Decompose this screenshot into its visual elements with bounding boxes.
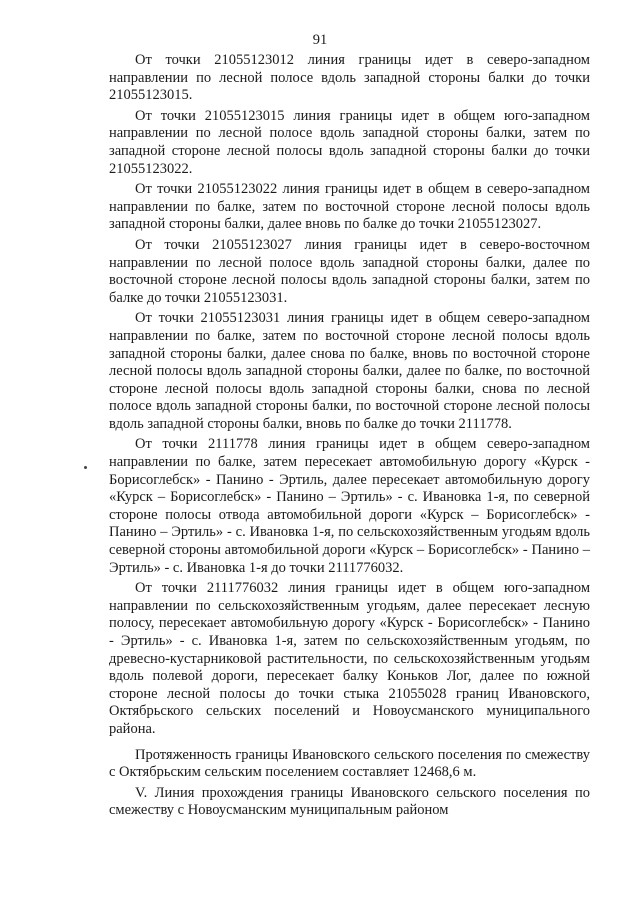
paragraph-1: От точки 21055123012 линия границы идет в северо-западном направлении по лесной полосе вдоль западной стороны балки до точки 21055123015. <box>109 52 590 104</box>
document-body <box>109 52 590 823</box>
page-number: 91 <box>312 32 328 48</box>
paragraph-total-length: Протяженность границы Ивановского сельского поселения по смежеству с Октябрьским сельским поселением составляет 12468,6 м. <box>109 746 590 781</box>
paragraph-3: От точки 21055123022 линия границы идет в общем в северо-западном направлении по балке, затем по восточной стороне лесной полосы вдоль западной стороны балки, далее вновь по балке до точки 21055123027. <box>109 181 590 233</box>
paragraph-6: От точки 2111778 линия границы идет в общем северо-западном направлении по балке, затем пересекает автомобильную дорогу «Курск - Борисоглебск» - Панино - Эртиль, далее пересекает автомобильную дорогу «Курск – Борисоглебск» - Панино – Эртиль» - с. Ивановка 1-я, по северной стороне полосы отвода автомобильной дороги «Курск – Борисоглебск» - Панино – Эртиль» - с. Ивановка 1-я, по сельскохозяйственным угодьям вдоль северной стороны автомобильной дороги «Курск – Борисоглебск» - Панино – Эртиль» - с. Ивановка 1-я до точки 2111776032. <box>109 436 590 576</box>
paragraph-4: От точки 21055123027 линия границы идет в северо-восточном направлении по лесной полосе вдоль западной стороны балки, далее по восточной стороне лесной полосы вдоль западной стороны балки, затем по балке до точки 21055123031. <box>109 236 590 306</box>
scan-mark <box>84 466 87 469</box>
paragraph-2: От точки 21055123015 линия границы идет в общем юго-западном направлении по лесной полосе вдоль западной стороны балки, затем по западной стороне лесной полосы вдоль западной стороны балки до точки 21055123022. <box>109 107 590 177</box>
paragraph-7: От точки 2111776032 линия границы идет в общем юго-западном направлении по сельскохозяйственным угодьям, далее пересекает лесную полосу, пересекает автомобильную дорогу «Курск - Борисоглебск» - Панино - Эртиль» - с. Ивановка 1-я, затем по сельскохозяйственным угодьям, по древесно-кустарниковой растительности, по сельскохозяйственным угодьям вдоль полевой дороги, пересекает балку Коньков Лог, далее по южной стороне лесной полосы до точки стыка 21055028 границ Ивановского, Октябрьского сельских поселений и Новоусманского муниципального района. <box>109 580 590 737</box>
paragraph-5: От точки 21055123031 линия границы идет в общем северо-западном направлении по балке, затем по восточной стороне лесной полосы вдоль западной стороны балки, далее снова по балке, вновь по восточной стороне лесной полосы вдоль западной стороны балки, далее по балке, по восточной стороне лесной полосы вдоль западной стороны балки, снова по лесной полосе вдоль западной стороны балки, по восточной стороне лесной полосы вдоль западной стороны балки, вновь по балке до точки 2111778. <box>109 310 590 432</box>
section-heading: V. Линия прохождения границы Ивановского сельского поселения по смежеству с Новоусманским муниципальным районом <box>109 784 590 819</box>
